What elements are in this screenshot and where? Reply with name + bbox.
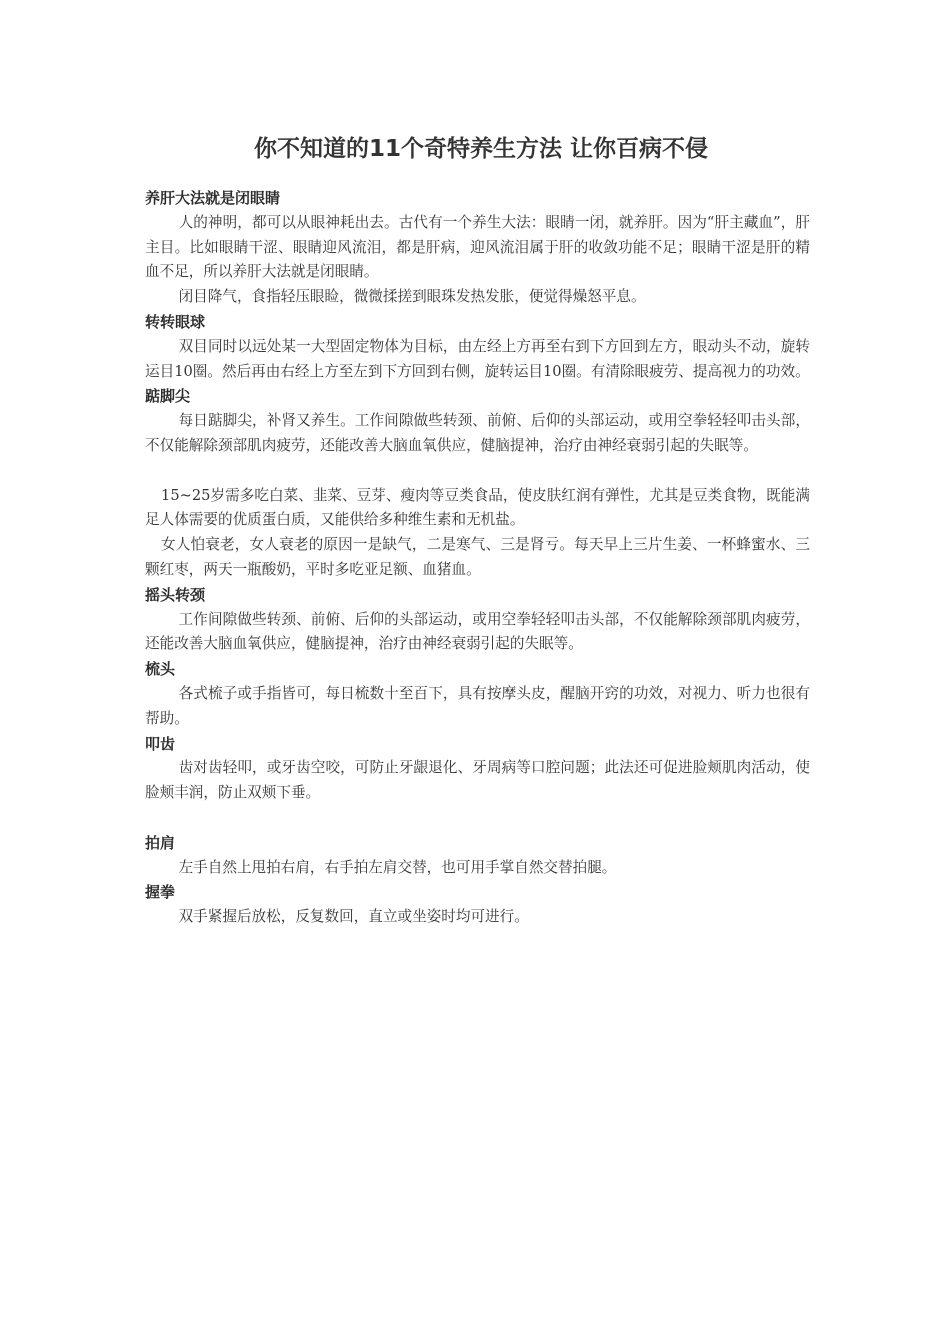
blank-line — [145, 459, 810, 484]
paragraph: 女人怕衰老，女人衰老的原因一是缺气，二是寒气、三是肾亏。每天早上三片生姜、一杯蜂蜜水、三颗红枣，两天一瓶酸奶，平时多吃亚足额、血猪血。 — [145, 536, 810, 578]
paragraph: 双手紧握后放松，反复数回，直立或坐姿时均可进行。 — [178, 908, 529, 926]
section-heading-tiptoe: 踮脚尖 — [145, 387, 191, 406]
paragraph: 每日踮脚尖，补肾又养生。工作间隙做些转颈、前俯、后仰的头部运动，或用空拳轻轻叩击头部，不仅能解除颈部肌肉疲劳，还能改善大脑血氧供应，健脑提神，治疗由神经衰弱引起的失眠等。 — [145, 412, 810, 454]
paragraph: 闭目降气，食指轻压眼睑，微微揉搓到眼珠发热发胀，便觉得燥怒平息。 — [178, 288, 646, 306]
paragraph: 齿对齿轻叩，或牙齿空咬，可防止牙龈退化、牙周病等口腔问题；此法还可促进脸颊肌肉活动，使脸颊丰润，防止双颊下垂。 — [145, 759, 810, 802]
section-heading-neck-turn: 摇头转颈 — [145, 585, 206, 604]
paragraph: 双目同时以远处某一大型固定物体为目标，由左经上方再至右到下方回到左方，眼动头不动，旋转运目10圈。然后再由右经上方至左到下方回到右侧，旋转运目10圈。有清除眼疲劳、提高视力的功效。 — [145, 337, 810, 380]
paragraph: 人的神明，都可以从眼神耗出去。古代有一个养生大法：眼睛一闭，就养肝。因为“肝主藏血”，肝主目。比如眼睛干涩、眼睛迎风流泪，都是肝病，迎风流泪属于肝的收敛功能不足；眼睛干涩是肝的精血不足，所以养肝大法就是闭眼睛。 — [145, 213, 810, 281]
blank-line — [145, 806, 810, 831]
paragraph: 工作间隙做些转颈、前俯、后仰的头部运动，或用空拳轻轻叩击头部，不仅能解除颈部肌肉疲劳，还能改善大脑血氧供应，健脑提神，治疗由神经衰弱引起的失眠等。 — [145, 610, 810, 653]
section-heading-close-eyes: 养肝大法就是闭眼睛 — [145, 189, 281, 207]
paragraph: 各式梳子或手指皆可，每日梳数十至百下，具有按摩头皮，醒脑开窍的功效，对视力、听力也很有帮助。 — [145, 684, 810, 727]
section-heading-rotate-eyes: 转转眼球 — [145, 312, 206, 331]
section-heading-clench-fists: 握拳 — [145, 883, 176, 902]
section-heading-comb-hair: 梳头 — [145, 660, 176, 679]
paragraph: 15~25岁需多吃白菜、韭菜、豆芽、瘦肉等豆类食品，使皮肤红润有弹性，尤其是豆类食物，既能满足人体需要的优质蛋白质，又能供给多种维生素和无机盐。 — [145, 486, 810, 529]
paragraph: 左手自然上甩拍右肩，右手拍左肩交替，也可用手掌自然交替拍腿。 — [178, 858, 617, 876]
page-title: 你不知道的11个奇特养生方法 让你百病不侵 — [253, 136, 708, 162]
section-heading-pat-shoulders: 拍肩 — [145, 833, 176, 852]
document-body — [145, 186, 810, 930]
section-heading-tap-teeth: 叩齿 — [145, 734, 176, 753]
